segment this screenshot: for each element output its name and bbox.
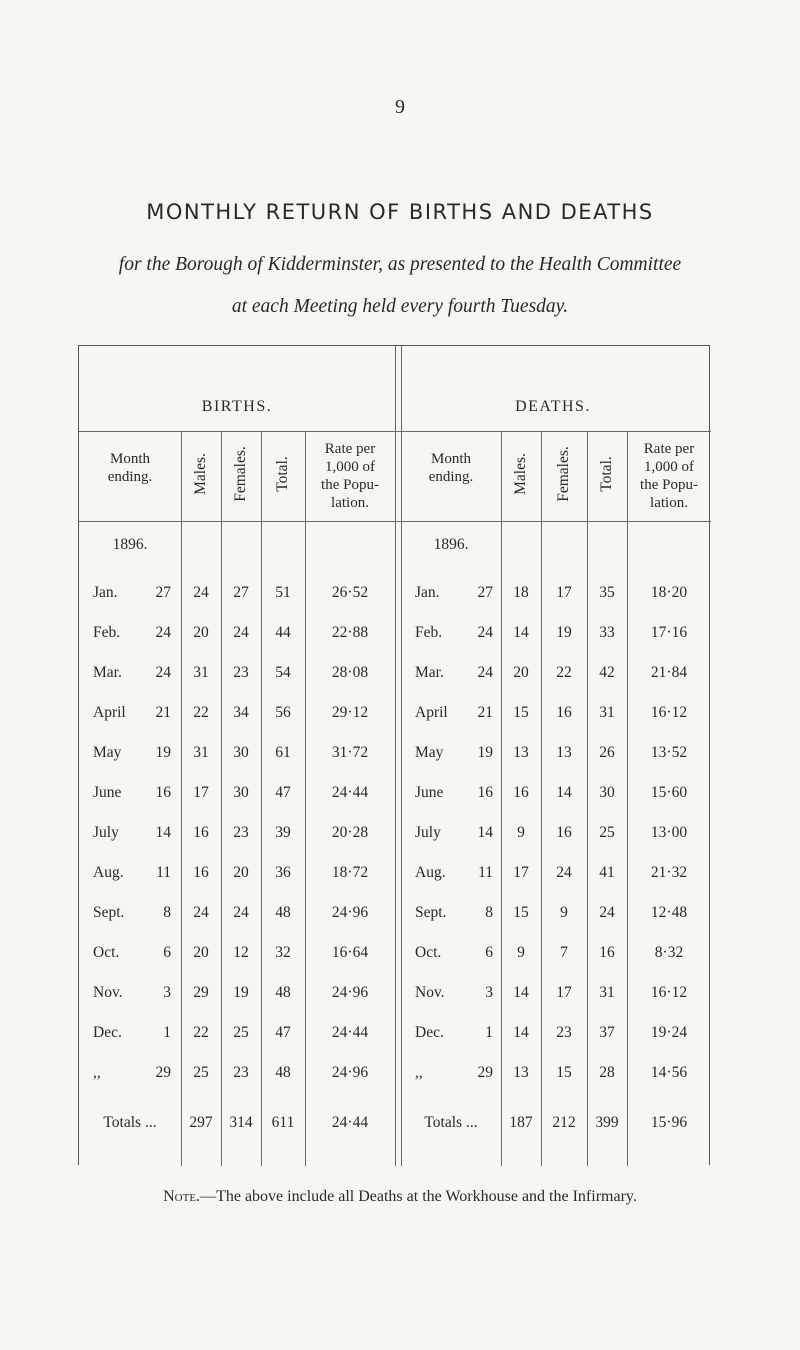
- births-totals-label: Totals ...: [103, 1114, 157, 1131]
- deaths-males-value: 14: [513, 624, 529, 641]
- births-females-value: 12: [233, 944, 249, 961]
- deaths-males-value: 20: [513, 664, 529, 681]
- births-col-males: Males.: [191, 453, 209, 495]
- deaths-month: April: [415, 704, 448, 721]
- deaths-females-value: 19: [556, 624, 572, 641]
- births-rate-value: 28·08: [331, 664, 369, 681]
- births-day: 24: [155, 624, 171, 641]
- births-total-value: 48: [275, 1064, 291, 1081]
- deaths-month: Mar.: [415, 664, 444, 681]
- births-month: ,,: [93, 1064, 101, 1081]
- deaths-males-value: 14: [513, 1024, 529, 1041]
- deaths-month: May: [415, 744, 444, 761]
- births-rate-value: 24·96: [331, 904, 369, 921]
- deaths-day: 8: [485, 904, 493, 921]
- deaths-total-value: 37: [599, 1024, 615, 1041]
- deaths-day: 24: [477, 664, 493, 681]
- deaths-males-value: 18: [513, 584, 529, 601]
- deaths-total-value: 26: [599, 744, 615, 761]
- deaths-month: Dec.: [415, 1024, 444, 1041]
- deaths-females-value: 7: [560, 944, 568, 961]
- deaths-total-value: 42: [599, 664, 615, 681]
- deaths-total-value: 35: [599, 584, 615, 601]
- deaths-total-value: 31: [599, 704, 615, 721]
- births-totals-rate: 24·44: [331, 1114, 369, 1131]
- deaths-females-value: 22: [556, 664, 572, 681]
- deaths-rate-value: 12·48: [650, 904, 688, 921]
- births-total-value: 44: [275, 624, 291, 641]
- deaths-females-value: 9: [560, 904, 568, 921]
- deaths-day: 1: [485, 1024, 493, 1041]
- deaths-day: 19: [477, 744, 493, 761]
- births-totals-females: 314: [229, 1114, 253, 1131]
- births-day: 24: [155, 664, 171, 681]
- births-month: Feb.: [93, 624, 121, 641]
- births-total-value: 47: [275, 784, 291, 801]
- deaths-col-rate: Rate per 1,000 of the Popu- lation.: [640, 441, 698, 511]
- births-day: 11: [156, 864, 171, 881]
- deaths-males-value: 15: [513, 904, 529, 921]
- deaths-rate-value: 14·56: [650, 1064, 688, 1081]
- births-rate-value: 16·64: [331, 944, 369, 961]
- births-males-value: 31: [193, 744, 209, 761]
- births-deaths-table: [78, 345, 710, 1165]
- births-rate-value: 20·28: [331, 824, 369, 841]
- births-month: Mar.: [93, 664, 122, 681]
- births-totals-total: 611: [271, 1114, 295, 1131]
- births-month: April: [93, 704, 126, 721]
- deaths-females-value: 16: [556, 704, 572, 721]
- births-month: Dec.: [93, 1024, 122, 1041]
- births-rate-value: 31·72: [331, 744, 369, 761]
- births-day: 19: [155, 744, 171, 761]
- births-rate-value: 24·96: [331, 1064, 369, 1081]
- births-total-value: 47: [275, 1024, 291, 1041]
- deaths-month: Aug.: [415, 864, 446, 881]
- births-day: 14: [155, 824, 171, 841]
- births-males-value: 20: [193, 944, 209, 961]
- births-day: 21: [155, 704, 171, 721]
- births-day: 8: [163, 904, 171, 921]
- deaths-males-value: 14: [513, 984, 529, 1001]
- births-rate-value: 18·72: [331, 864, 369, 881]
- deaths-total-value: 30: [599, 784, 615, 801]
- deaths-col-females: Females.: [554, 446, 572, 502]
- page-number: 9: [395, 96, 405, 118]
- births-totals-males: 297: [189, 1114, 213, 1131]
- deaths-totals-females: 212: [552, 1114, 576, 1131]
- subtitle-line-1: for the Borough of Kidderminster, as presented to the Health Committee: [118, 254, 682, 275]
- deaths-males-value: 17: [513, 864, 529, 881]
- births-males-value: 24: [193, 584, 209, 601]
- births-males-value: 22: [193, 1024, 209, 1041]
- deaths-total-value: 41: [599, 864, 615, 881]
- deaths-day: 14: [477, 824, 493, 841]
- deaths-totals-males: 187: [509, 1114, 533, 1131]
- births-day: 16: [155, 784, 171, 801]
- subtitle-line-2: at each Meeting held every fourth Tuesday.: [231, 296, 569, 317]
- births-year: 1896.: [112, 536, 148, 553]
- deaths-day: 24: [477, 624, 493, 641]
- deaths-females-value: 23: [556, 1024, 572, 1041]
- deaths-totals-total: 399: [595, 1114, 619, 1131]
- births-day: 6: [163, 944, 171, 961]
- deaths-females-value: 13: [556, 744, 572, 761]
- deaths-rate-value: 18·20: [650, 584, 688, 601]
- deaths-month: Jan.: [415, 584, 440, 601]
- births-rate-value: 22·88: [331, 624, 369, 641]
- deaths-month: Sept.: [415, 904, 447, 921]
- deaths-males-value: 13: [513, 744, 529, 761]
- footnote-label: Note.: [163, 1188, 201, 1205]
- deaths-total-value: 33: [599, 624, 615, 641]
- births-month: May: [93, 744, 122, 761]
- deaths-col-month-ending: Month ending.: [428, 451, 474, 485]
- deaths-rate-value: 8·32: [654, 944, 684, 961]
- deaths-males-value: 9: [517, 824, 525, 841]
- births-month: Jan.: [93, 584, 118, 601]
- births-females-value: 19: [233, 984, 249, 1001]
- deaths-males-value: 9: [517, 944, 525, 961]
- deaths-females-value: 17: [556, 984, 572, 1001]
- deaths-males-value: 13: [513, 1064, 529, 1081]
- deaths-day: 6: [485, 944, 493, 961]
- deaths-rate-value: 21·84: [650, 664, 688, 681]
- births-day: 3: [163, 984, 171, 1001]
- births-col-total: Total.: [273, 456, 291, 492]
- births-total-value: 39: [275, 824, 291, 841]
- births-males-value: 31: [193, 664, 209, 681]
- deaths-month: Oct.: [415, 944, 442, 961]
- births-total-value: 48: [275, 984, 291, 1001]
- births-females-value: 23: [233, 824, 249, 841]
- births-col-females: Females.: [231, 446, 249, 502]
- deaths-males-value: 15: [513, 704, 529, 721]
- deaths-totals-label: Totals ...: [424, 1114, 478, 1131]
- births-females-value: 23: [233, 664, 249, 681]
- births-day: 1: [163, 1024, 171, 1041]
- births-total-value: 51: [275, 584, 291, 601]
- births-day: 29: [155, 1064, 171, 1081]
- page-heading: MONTHLY RETURN OF BIRTHS AND DEATHS: [146, 200, 654, 224]
- deaths-females-value: 16: [556, 824, 572, 841]
- deaths-month: Feb.: [415, 624, 443, 641]
- deaths-total-value: 24: [599, 904, 615, 921]
- births-males-value: 16: [193, 824, 209, 841]
- deaths-day: 27: [477, 584, 493, 601]
- deaths-total-value: 16: [599, 944, 615, 961]
- births-rate-value: 29·12: [331, 704, 369, 721]
- births-females-value: 30: [233, 784, 249, 801]
- footnote-text: —The above include all Deaths at the Workhouse and the Infirmary.: [200, 1188, 637, 1205]
- births-males-value: 20: [193, 624, 209, 641]
- deaths-month: Nov.: [415, 984, 445, 1001]
- deaths-males-value: 16: [513, 784, 529, 801]
- deaths-col-males: Males.: [511, 453, 529, 495]
- births-month: June: [93, 784, 122, 801]
- deaths-rate-value: 16·12: [650, 984, 688, 1001]
- births-rate-value: 24·44: [331, 784, 369, 801]
- births-females-value: 34: [233, 704, 249, 721]
- deaths-year: 1896.: [433, 536, 469, 553]
- deaths-total-value: 31: [599, 984, 615, 1001]
- deaths-rate-value: 21·32: [650, 864, 688, 881]
- births-females-value: 20: [233, 864, 249, 881]
- deaths-col-total: Total.: [597, 456, 615, 492]
- deaths-total-value: 25: [599, 824, 615, 841]
- births-females-value: 23: [233, 1064, 249, 1081]
- deaths-females-value: 17: [556, 584, 572, 601]
- births-day: 27: [155, 584, 171, 601]
- births-month: Aug.: [93, 864, 124, 881]
- births-females-value: 24: [233, 904, 249, 921]
- births-col-rate: Rate per 1,000 of the Popu- lation.: [321, 441, 379, 511]
- deaths-rate-value: 17·16: [650, 624, 688, 641]
- births-females-value: 25: [233, 1024, 249, 1041]
- footnote: [0, 1188, 800, 1206]
- deaths-females-value: 15: [556, 1064, 572, 1081]
- deaths-day: 3: [485, 984, 493, 1001]
- births-total-value: 56: [275, 704, 291, 721]
- deaths-rate-value: 19·24: [650, 1024, 688, 1041]
- deaths-rate-value: 13·00: [650, 824, 688, 841]
- births-males-value: 16: [193, 864, 209, 881]
- deaths-totals-rate: 15·96: [650, 1114, 688, 1131]
- births-month: July: [93, 824, 119, 841]
- births-females-value: 27: [233, 584, 249, 601]
- births-col-month-ending: Month ending.: [107, 451, 153, 485]
- births-total-value: 32: [275, 944, 291, 961]
- deaths-females-value: 14: [556, 784, 572, 801]
- births-month: Sept.: [93, 904, 125, 921]
- deaths-month: ,,: [415, 1064, 423, 1081]
- births-males-value: 29: [193, 984, 209, 1001]
- deaths-females-value: 24: [556, 864, 572, 881]
- births-females-value: 24: [233, 624, 249, 641]
- births-rate-value: 26·52: [331, 584, 369, 601]
- deaths-day: 21: [477, 704, 493, 721]
- births-total-value: 54: [275, 664, 291, 681]
- births-month: Nov.: [93, 984, 123, 1001]
- births-group-title: BIRTHS.: [201, 398, 273, 415]
- deaths-total-value: 28: [599, 1064, 615, 1081]
- column-rule: [395, 346, 396, 1166]
- deaths-day: 16: [477, 784, 493, 801]
- births-males-value: 17: [193, 784, 209, 801]
- births-total-value: 48: [275, 904, 291, 921]
- deaths-group-title: DEATHS.: [515, 398, 591, 415]
- deaths-rate-value: 15·60: [650, 784, 688, 801]
- births-month: Oct.: [93, 944, 120, 961]
- births-females-value: 30: [233, 744, 249, 761]
- deaths-month: July: [415, 824, 441, 841]
- births-males-value: 25: [193, 1064, 209, 1081]
- births-males-value: 22: [193, 704, 209, 721]
- births-total-value: 36: [275, 864, 291, 881]
- deaths-day: 29: [477, 1064, 493, 1081]
- deaths-rate-value: 16·12: [650, 704, 688, 721]
- births-males-value: 24: [193, 904, 209, 921]
- births-rate-value: 24·96: [331, 984, 369, 1001]
- deaths-rate-value: 13·52: [650, 744, 688, 761]
- births-total-value: 61: [275, 744, 291, 761]
- deaths-day: 11: [478, 864, 493, 881]
- deaths-month: June: [415, 784, 444, 801]
- births-rate-value: 24·44: [331, 1024, 369, 1041]
